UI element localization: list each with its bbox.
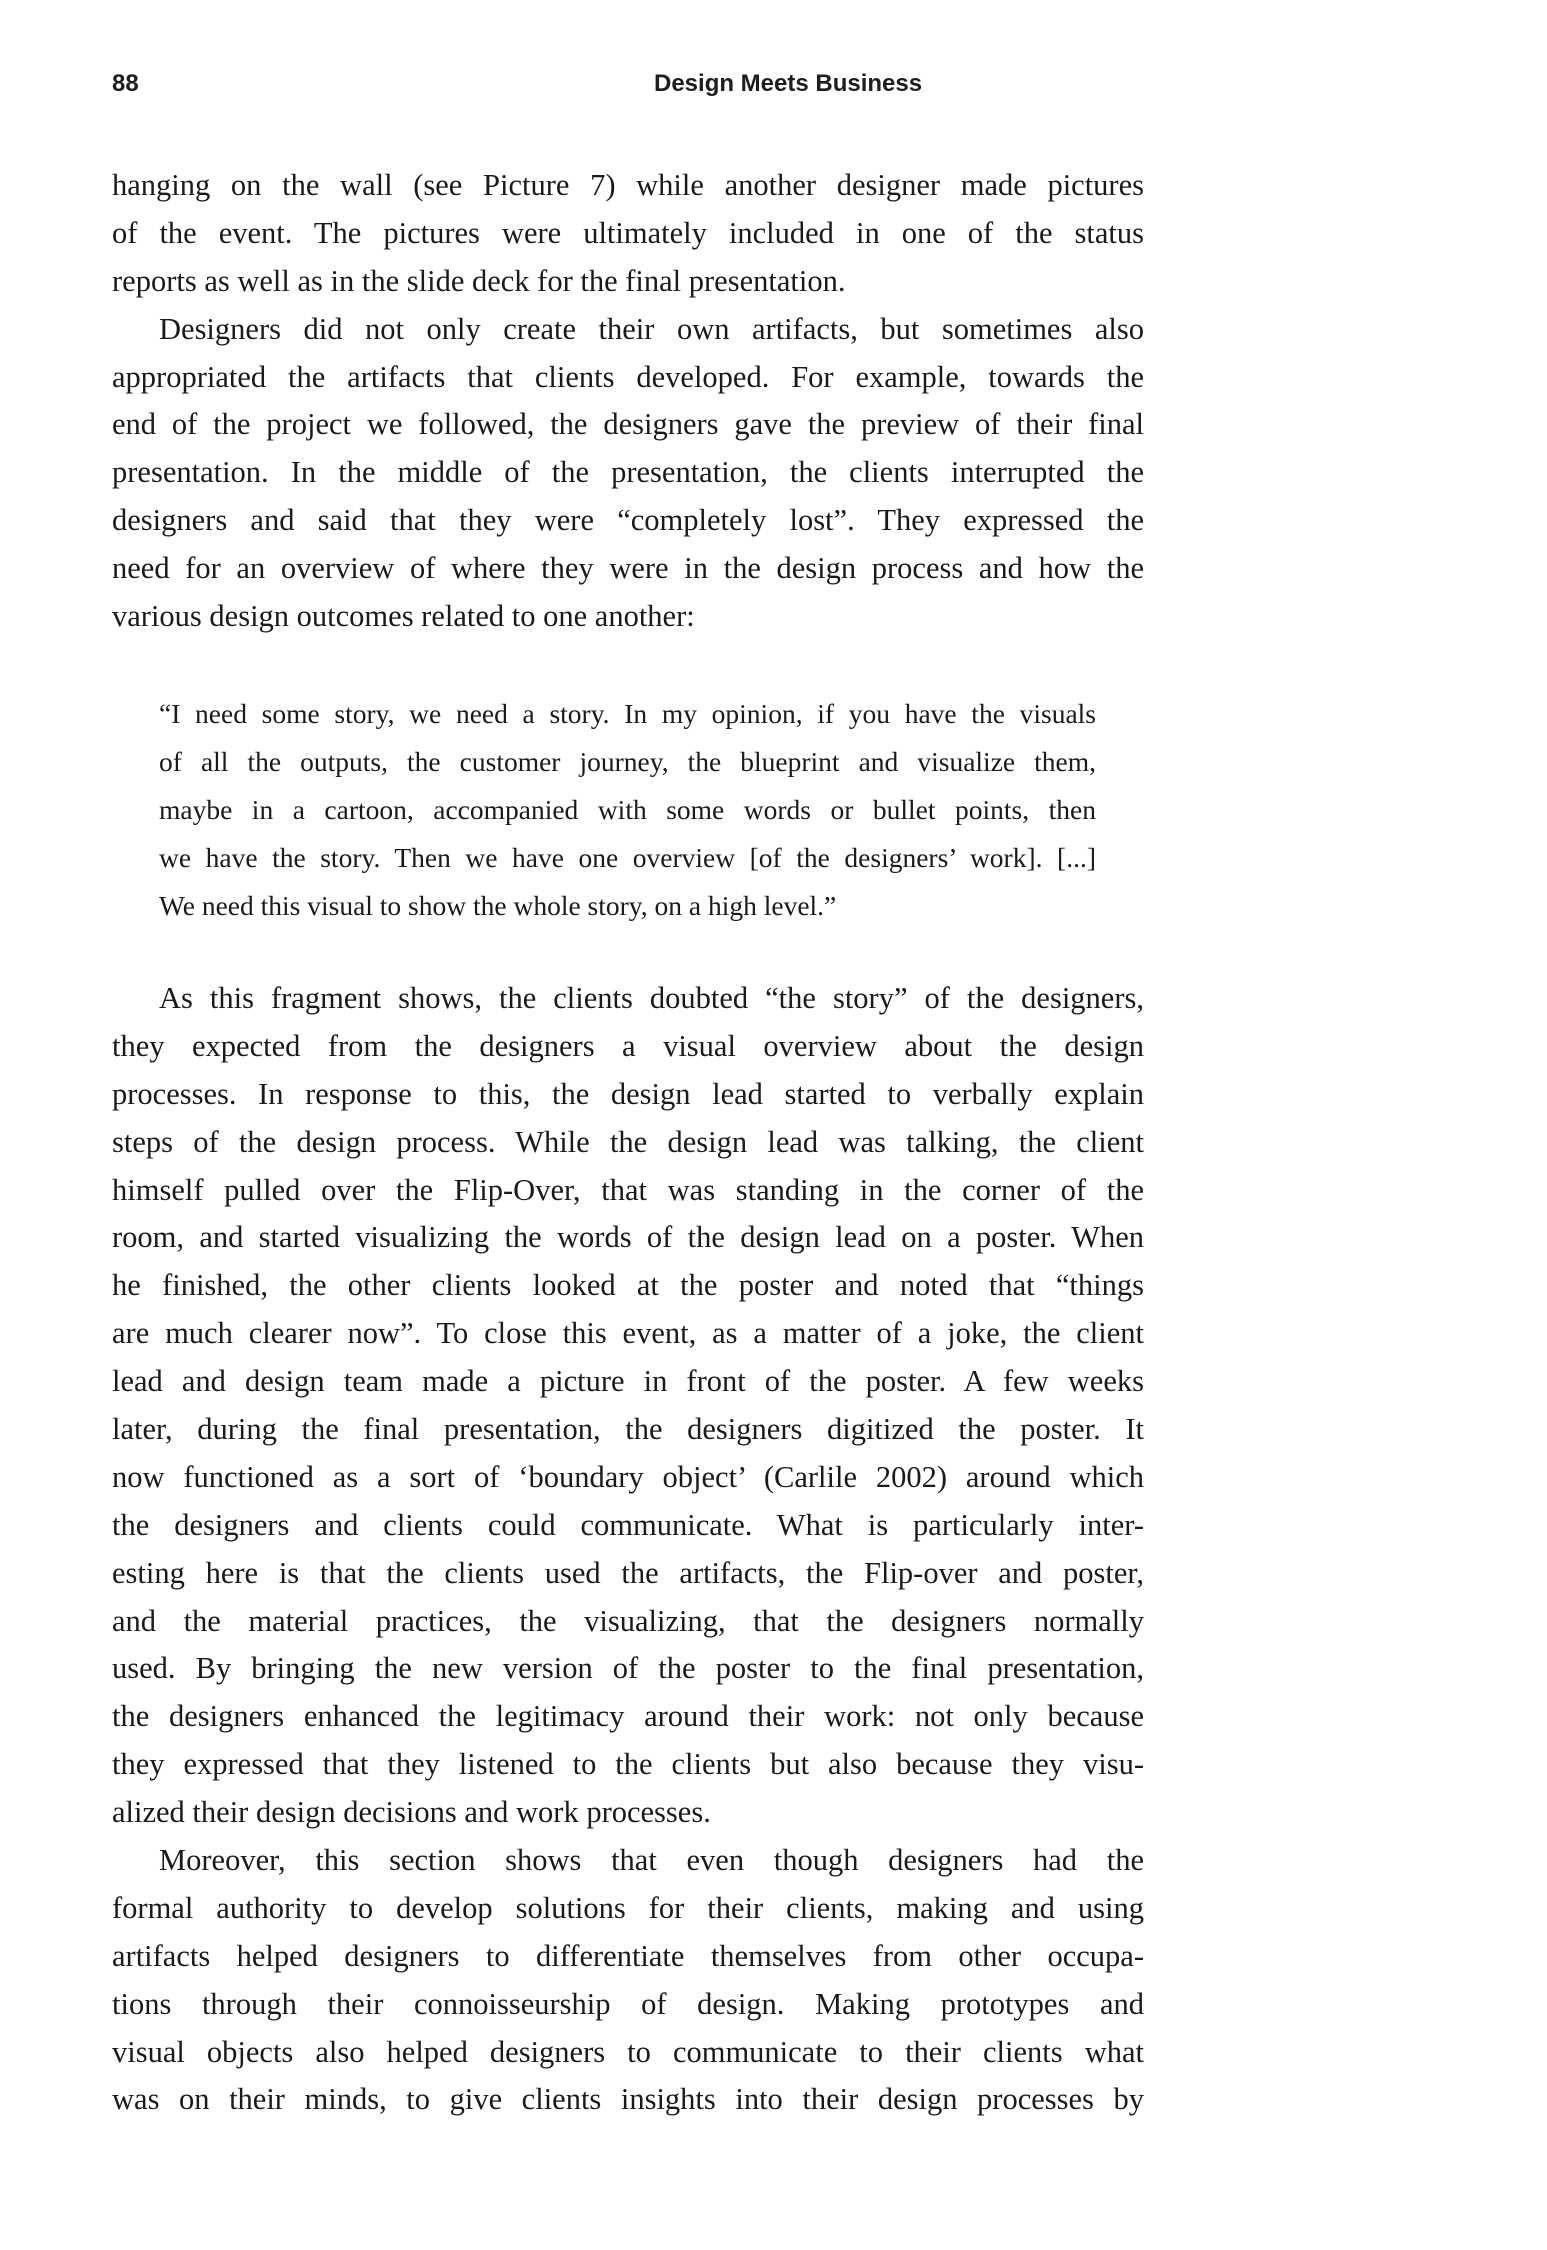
body-text-upper	[112, 162, 1144, 641]
text-line: are much clearer now”. To close this event, as a matter of a joke, the client	[112, 1316, 1144, 1351]
text-line: formal authority to develop solutions for their clients, making and using	[112, 1890, 1144, 1925]
text-line: Moreover, this section shows that even though designers had the	[159, 1843, 1144, 1878]
text-line: now functioned as a sort of ‘boundary object’ (Carlile 2002) around which	[112, 1459, 1144, 1494]
text-line: of all the outputs, the customer journey, the blueprint and visualize them,	[159, 745, 1096, 777]
text-line: used. By bringing the new version of the poster to the final presentation,	[112, 1651, 1144, 1686]
text-line: and the material practices, the visualizing, that the designers normally	[112, 1603, 1144, 1638]
text-line: maybe in a cartoon, accompanied with some words or bullet points, then	[159, 793, 1096, 825]
text-line: esting here is that the clients used the artifacts, the Flip-over and poster,	[112, 1555, 1144, 1590]
text-line: reports as well as in the slide deck for the final presentation.	[112, 263, 846, 298]
text-line: presentation. In the middle of the presentation, the clients interrupted the	[112, 455, 1144, 490]
text-line: tions through their connoisseurship of design. Making prototypes and	[112, 1986, 1144, 2021]
block-quote	[159, 690, 1096, 929]
text-line: lead and design team made a picture in front of the poster. A few weeks	[112, 1364, 1144, 1399]
text-line: visual objects also helped designers to communicate to their clients what	[112, 2034, 1144, 2069]
text-line: room, and started visualizing the words of the design lead on a poster. When	[112, 1220, 1144, 1255]
text-line: the designers and clients could communicate. What is particularly inter-	[112, 1507, 1144, 1542]
text-line: was on their minds, to give clients insights into their design processes by	[112, 2082, 1144, 2117]
text-line: alized their design decisions and work processes.	[112, 1795, 711, 1830]
text-line: appropriated the artifacts that clients developed. For example, towards the	[112, 359, 1144, 394]
text-line: Designers did not only create their own artifacts, but sometimes also	[159, 311, 1144, 346]
text-line: himself pulled over the Flip-Over, that was standing in the corner of the	[112, 1172, 1144, 1207]
text-line: end of the project we followed, the designers gave the preview of their final	[112, 407, 1144, 442]
text-line: artifacts helped designers to differentiate themselves from other occupa-	[112, 1938, 1144, 1973]
running-head: Design Meets Business	[654, 70, 923, 97]
text-line: hanging on the wall (see Picture 7) while another designer made pictures	[112, 168, 1144, 202]
page-number: 88	[112, 70, 139, 97]
text-line: “I need some story, we need a story. In my opinion, if you have the visuals	[159, 698, 1096, 729]
text-line: the designers enhanced the legitimacy around their work: not only because	[112, 1699, 1144, 1734]
body-text-lower	[112, 975, 1144, 2124]
text-line: various design outcomes related to one another:	[112, 599, 695, 634]
text-line: he finished, the other clients looked at the poster and noted that “things	[112, 1268, 1144, 1303]
text-line: As this fragment shows, the clients doubted “the story” of the designers,	[159, 981, 1144, 1015]
text-line: they expressed that they listened to the clients but also because they visu-	[112, 1747, 1144, 1782]
text-line: we have the story. Then we have one overview [of the designers’ work]. [...]	[159, 841, 1096, 873]
text-line: We need this visual to show the whole story, on a high level.”	[159, 889, 837, 921]
text-line: need for an overview of where they were in the design process and how the	[112, 551, 1144, 586]
text-line: steps of the design process. While the design lead was talking, the client	[112, 1124, 1144, 1159]
text-line: processes. In response to this, the design lead started to verbally explain	[112, 1076, 1144, 1111]
text-line: designers and said that they were “completely lost”. They expressed the	[112, 503, 1144, 538]
text-line: of the event. The pictures were ultimately included in one of the status	[112, 215, 1144, 250]
text-line: later, during the final presentation, the designers digitized the poster. It	[112, 1412, 1144, 1447]
text-line: they expected from the designers a visual overview about the design	[112, 1028, 1144, 1063]
